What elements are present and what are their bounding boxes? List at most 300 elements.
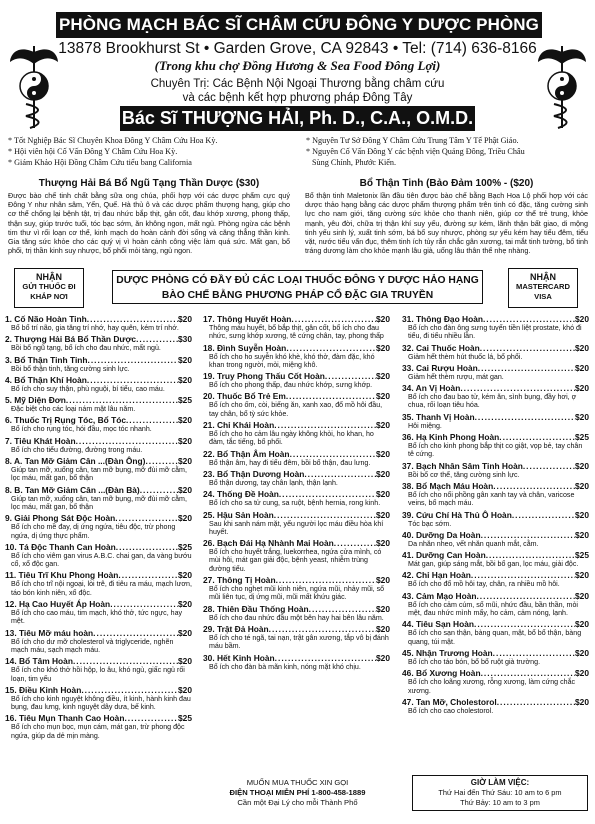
product-description: Bổ ích cho mụn bọc, mụn cám, mát gan, trừ phong độc ngứa, giúp da dẻ mịn màng. xyxy=(11,723,185,740)
product-description: Bổ ích cho té ngã, tai nạn, trật gân xương, tắp vô bị đánh máu bầm. xyxy=(209,633,389,651)
product-row xyxy=(5,355,192,365)
product-name: 7. Tiêu Khát Hoàn xyxy=(5,435,76,446)
order-footer xyxy=(206,778,389,808)
product-name: 32. Cai Thuốc Hoàn xyxy=(402,342,480,353)
credential-item: * Tốt Nghiệp Bác Sĩ Chuyên Khoa Đông Y Châm Cứu Hoa Kỳ. xyxy=(8,136,218,145)
product-item xyxy=(5,456,192,483)
dot-leader xyxy=(497,697,575,707)
product-item xyxy=(203,575,390,602)
dot-leader xyxy=(274,420,376,430)
product-description: Bồi bổ thận tinh, tăng cường sinh lực. xyxy=(11,364,130,373)
credentials-left xyxy=(8,135,288,168)
product-row xyxy=(5,485,192,495)
product-row xyxy=(203,371,390,381)
credential-item: * Hội viên hội Cố Vấn Đông Y Châm Cứu Hoa Kỳ. xyxy=(8,147,178,156)
product-name: 2. Thượng Hải Bá Bổ Thần Dược xyxy=(5,334,137,345)
product-row xyxy=(402,314,589,324)
product-name: 8. A. Tan Mỡ Giảm Cân ...(Đàn Ông) xyxy=(5,456,146,467)
product-description: Bổ thận âm, hay đi tiểu đêm, bồi bổ thận, đau lưng. xyxy=(209,458,371,467)
featured-right-text: Bổ thận tinh Maletonix lần đầu tiên được bào chế bằng Bạch Hoa Lộ phối hợp với các dược thảo hạng bằng các dược phẩm thượng phẩm trên tinh có đặc, tăng cường sinh lực cho nam giới, tăng cường sức khỏe cho thanh niên, giúp cơ thể trẻ trung, khỏe mạnh, yêu đời, chữa trị thận khí suy yếu, đường sự kém, lãnh thận bất giao, di mộng tinh yếu sinh lý, xuất tinh sớm, bá bổ suy nhược, phòng sự yếu kém hay tiểu đêm, tiểu vặt, nước tiểu vẩn đục, thêm tinh ích tủy rắn chắc gân xương, tai mắt tinh tường, bổ tinh tráng dương làm cho khỏe mạnh lâu già, uống lâu thân thể nhẹ nhàng. xyxy=(305,191,588,256)
product-price: $20 xyxy=(376,575,390,586)
product-item xyxy=(203,604,390,622)
dot-leader xyxy=(309,604,376,614)
product-description: Bổ ích cho táo bón, bổ bổ ruột già trường. xyxy=(408,657,541,666)
product-price: $20 xyxy=(575,314,589,324)
product-name: 43. Cảm Mạo Hoàn xyxy=(402,590,477,601)
doctor-name-banner: Bác Sĩ THƯỢNG HẢI, Ph. D., C.A., O.M.D. xyxy=(120,106,475,131)
dot-leader xyxy=(269,624,376,634)
dot-leader xyxy=(116,542,178,552)
dot-leader xyxy=(475,412,575,422)
product-item xyxy=(5,485,192,512)
product-row xyxy=(5,314,192,324)
product-item xyxy=(402,510,589,528)
product-description: Bổ ích cho rụng tóc, hói đầu, mọc tóc nhanh. xyxy=(11,425,152,434)
product-price: $20 xyxy=(575,696,589,707)
product-price: $20 xyxy=(376,448,390,459)
dot-leader xyxy=(460,383,575,393)
product-item xyxy=(203,624,390,651)
product-name: 44. Tiêu Sạn Hoàn xyxy=(402,619,474,630)
dot-leader xyxy=(279,489,376,499)
shipping-stamp xyxy=(14,268,84,308)
product-price: $20 xyxy=(575,342,589,353)
featured-right-title: Bổ Thận Tinh (Bảo Đảm 100% - ($20) xyxy=(359,178,534,189)
product-price: $20 xyxy=(376,342,390,353)
product-price: $30 xyxy=(178,334,192,345)
dot-leader xyxy=(523,461,575,471)
product-row xyxy=(402,481,589,491)
product-name: 29. Trật Đả Hoàn xyxy=(203,623,269,634)
product-description: Bổ ích cho kinh phong bắp thịt co giật, vọp bẻ, tay chân tê cứng. xyxy=(408,442,583,459)
dot-leader xyxy=(483,314,575,324)
product-row xyxy=(203,314,390,324)
product-description: Bổ thận dương, tay chân lạnh, thận lạnh. xyxy=(209,478,338,487)
product-name: 21. Chỉ Khái Hoàn xyxy=(203,420,275,431)
product-name: 14. Bổ Tâm Hoàn xyxy=(5,656,73,667)
stamp-line: KHẮP NƠI xyxy=(30,292,68,301)
product-name: 20. Thuốc Bổ Trẻ Em xyxy=(203,391,286,402)
product-description: Bổ ích cho dư mỡ cholesterol và triglyceride, nghẽn mạch máu, sạch mạch máu. xyxy=(11,637,174,654)
product-row xyxy=(203,469,390,479)
dot-leader xyxy=(512,510,575,520)
product-price: $20 xyxy=(376,391,390,402)
dot-leader xyxy=(93,628,178,638)
product-description: Bổ ích cho khó thở hồi hộp, lo âu, khó ngủ, giấc ngủ rối loạn, tim yếu xyxy=(11,666,185,683)
payment-stamp xyxy=(508,268,578,308)
product-name: 19. Truy Phong Thấu Cốt Hoàn xyxy=(203,371,325,382)
product-name: 24. Thống Đề Hoàn xyxy=(203,489,279,500)
dot-leader xyxy=(276,575,376,585)
product-description: Tóc bạc sớm. xyxy=(408,519,452,528)
product-row xyxy=(5,415,192,425)
product-description: Bổ ích cho đau bao tử, kém ăn, sình bụng, đầy hơi, ợ chua, rối loạn tiêu hóa. xyxy=(408,393,577,410)
product-row xyxy=(5,628,192,638)
product-item xyxy=(402,697,589,715)
product-item xyxy=(5,375,192,393)
dot-leader xyxy=(291,314,376,324)
product-description: Bổ ích cho phong thấp, đau nhức khớp, sưng khớp. xyxy=(209,381,373,390)
product-row xyxy=(402,697,589,707)
product-row xyxy=(402,510,589,520)
product-description: Bổ ích cho đàn ông sưng tuyến tiền liệt prostate, khó đi tiểu, đi tiểu nhiều lần. xyxy=(408,324,582,341)
product-description: Bổ ích cho huyết trắng, luekorrhea, ngứa cửa mình, có mùi hôi, mát gan giải độc, bệnh yeast, nhiễm trùng đường tiểu. xyxy=(209,548,382,573)
product-item xyxy=(402,412,589,430)
clinic-tagline: (Trong khu chợ Đồng Hương & Sea Food Đông Lợi) xyxy=(154,58,441,73)
product-row xyxy=(402,343,589,353)
product-description: Bổ ích cho cảm cúm, sổ mũi, nhức đầu, bần thần, mỏi mệt, đau nhức mình mẩy, ho cảm, cảm nóng, lạnh. xyxy=(408,600,578,618)
dot-leader xyxy=(110,599,178,609)
dot-leader xyxy=(145,456,178,466)
product-list-column-1 xyxy=(5,314,192,742)
product-description: Bổ ích cho đổ mồ hôi tay, chân, ra nhiều mồ hôi. xyxy=(408,580,560,589)
product-item xyxy=(5,415,192,433)
product-row xyxy=(5,570,192,580)
product-name: 5. Mỹ Diện Đơn xyxy=(5,395,66,406)
product-name: 3. Bổ Thận Tinh Tinh xyxy=(5,354,88,365)
product-description: Bổ ích cho cao máu, tim mạch, khó thở, tức ngực, hay mệt. xyxy=(11,609,183,626)
product-item xyxy=(402,481,589,508)
product-name: 47. Tan Mỡ, Cholestorol xyxy=(402,696,497,707)
hours-title: GIỜ LÀM VIỆC: xyxy=(470,778,530,787)
product-price: $20 xyxy=(575,529,589,540)
product-description: Bổ ích cho viêm gan virus A.B.C. chai gan, da vàng bướu cổ, xổ độc gan. xyxy=(11,551,192,569)
product-row xyxy=(402,432,589,442)
product-description: Sau khi sanh nám mặt, yếu người lọc máu điều hòa khí huyết. xyxy=(209,519,384,536)
product-row xyxy=(402,363,589,373)
product-item xyxy=(402,550,589,568)
clinic-specialty xyxy=(0,77,595,105)
product-price: $20 xyxy=(575,590,589,601)
product-price: $20 xyxy=(178,513,192,524)
product-item xyxy=(402,461,589,479)
product-item xyxy=(402,668,589,695)
product-description: Thông máu huyết, bổ bắp thịt, gân cốt, bổ ích cho đau nhức, sưng khớp xương, tê cứng chân, tay, phong thấp xyxy=(209,324,384,341)
stamp-line: NHẬN xyxy=(36,272,62,282)
product-name: 46. Bổ Xương Hoàn xyxy=(402,668,481,679)
product-item xyxy=(203,538,390,573)
dot-leader xyxy=(481,530,575,540)
product-list-column-3 xyxy=(402,314,589,717)
product-name: 18. Đình Suyễn Hoàn xyxy=(203,342,287,353)
product-description: Bổ ích cho kinh nguyệt không điều, ít kinh, hành kinh đau bụng, đau lưng, kinh nguyệt dây dưa, bế kinh. xyxy=(11,694,191,712)
product-item xyxy=(402,530,589,548)
product-item xyxy=(203,391,390,418)
product-price: $20 xyxy=(575,509,589,520)
dot-leader xyxy=(274,510,376,520)
credential-item: * Nguyên Cố Vấn Đông Y các bệnh viện Quảng Đông, Triều Châu xyxy=(306,147,525,156)
pharmacy-banner xyxy=(112,270,483,304)
product-item xyxy=(402,619,589,646)
dot-leader xyxy=(140,485,178,495)
footer-line-1: MUỐN MUA THUỐC XIN GỌI xyxy=(246,778,349,787)
product-description: Bồi bổ cơ thể, tăng cường sinh lực. xyxy=(408,470,520,479)
product-row xyxy=(402,619,589,629)
credential-item: * Nguyên Tư Sở Đông Y Châm Cứu Trung Tâm Y Tế Phật Giáo. xyxy=(306,136,519,145)
product-name: 30. Hết Kinh Hoàn xyxy=(203,652,275,663)
product-price: $20 xyxy=(575,460,589,471)
credentials-right xyxy=(306,135,588,168)
clinic-address: 13878 Brookhurst St • Garden Grove, CA 92843 • Tel: (714) 636-8166 xyxy=(58,40,537,57)
product-price: $20 xyxy=(376,420,390,431)
stamp-line: NHẬN xyxy=(530,272,556,282)
product-item xyxy=(5,628,192,655)
product-description: Bổ ích cho ốm, còi, biếng ăn, xanh xao, đổ mồ hôi đầu, tay chân, bổ tỳ sức khỏe. xyxy=(209,401,383,418)
product-row xyxy=(402,383,589,393)
product-name: 16. Tiêu Mụn Thanh Cao Hoàn xyxy=(5,713,125,724)
caduceus-yin-yang-emblem-right xyxy=(536,42,588,130)
product-description: Bổ ích cho sạn thận, bàng quan, mật, bổ bổ thận, bàng quang, túi mật. xyxy=(408,629,582,646)
product-item xyxy=(203,469,390,487)
dot-leader xyxy=(87,375,178,385)
product-price: $20 xyxy=(575,362,589,373)
dot-leader xyxy=(334,538,376,548)
product-description: Bổ ích cho nghẹt mũi kinh niên, ngứa mũi, nhảy mũi, sổ mũi liên tục, dị ứng mũi, mũi mất khứu giác. xyxy=(209,585,385,602)
product-name: 39. Cứu Chí Hà Thủ Ô Hoàn xyxy=(402,509,512,520)
product-price: $25 xyxy=(178,541,192,552)
product-item xyxy=(5,314,192,332)
product-description: Bổ ích cho tiểu đường, đường trong máu. xyxy=(11,445,143,454)
dot-leader xyxy=(66,395,178,405)
product-name: 33. Cai Rượu Hoàn xyxy=(402,362,478,373)
product-item xyxy=(5,542,192,569)
product-item xyxy=(203,653,390,671)
product-row xyxy=(203,653,390,663)
product-description: Bổ ích cho ho cảm lâu ngày không khỏi, ho khan, ho đàm, tắc tiếng, bổ phổi. xyxy=(209,430,374,447)
product-row xyxy=(5,542,192,552)
product-name: 17. Thông Huyết Hoàn xyxy=(203,314,292,324)
footer-phone: ĐIỆN THOẠI MIỄN PHÍ 1-800-458-1889 xyxy=(229,788,366,797)
product-row xyxy=(5,436,192,446)
product-row xyxy=(402,530,589,540)
product-description: Bổ ích cho đau nhức đầu một bên hay hai bên lâu năm. xyxy=(209,613,384,622)
product-name: 6. Thuốc Trị Rụng Tóc, Bổ Tóc xyxy=(5,415,126,426)
product-description: Hôi miệng. xyxy=(408,421,442,430)
product-price: $20 xyxy=(376,468,390,479)
product-row xyxy=(203,604,390,614)
product-item xyxy=(203,343,390,370)
product-item xyxy=(5,513,192,540)
product-item xyxy=(5,685,192,712)
product-price: $20 xyxy=(376,314,390,324)
dot-leader xyxy=(474,619,575,629)
product-price: $20 xyxy=(178,456,192,467)
clinic-title: PHÒNG MẠCH BÁC SĨ CHÂM CỨU ĐÔNG Y DƯỢC PHÒNG xyxy=(56,12,542,38)
product-item xyxy=(402,648,589,666)
product-item xyxy=(402,383,589,410)
dot-leader xyxy=(73,656,178,666)
product-price: $20 xyxy=(178,374,192,385)
product-price: $20 xyxy=(178,656,192,667)
product-row xyxy=(5,713,192,723)
product-description: Bổ ích cho đàn bà mãn kinh, nóng mặt khó chịu. xyxy=(209,662,361,671)
product-name: 41. Dưỡng Can Hoàn xyxy=(402,550,486,561)
product-item xyxy=(402,363,589,381)
product-name: 42. Chỉ Hạn Hoàn xyxy=(402,570,471,581)
product-name: 23. Bổ Thận Dương Hoàn xyxy=(203,468,305,479)
credential-item: * Giám Khảo Hội Đồng Châm Cứu tiểu bang California xyxy=(8,158,192,167)
product-row xyxy=(203,391,390,401)
product-item xyxy=(203,371,390,389)
dot-leader xyxy=(471,570,575,580)
product-name: 40. Dưỡng Da Hoàn xyxy=(402,529,481,540)
product-name: 15. Điều Kinh Hoàn xyxy=(5,684,82,695)
product-name: 1. Cố Não Hoàn Tinh xyxy=(5,314,87,324)
product-row xyxy=(5,685,192,695)
product-name: 13. Tiêu Mỡ máu hoàn xyxy=(5,627,94,638)
product-name: 26. Bạch Đái Hạ Nhành Mai Hoàn xyxy=(203,538,334,549)
product-row xyxy=(402,550,589,560)
product-item xyxy=(5,599,192,626)
product-price: $20 xyxy=(178,684,192,695)
product-price: $20 xyxy=(376,538,390,549)
product-item xyxy=(203,489,390,507)
product-price: $20 xyxy=(178,484,192,495)
product-row xyxy=(203,343,390,353)
product-description: Da nhăn nheo, vết nhăn quanh mắt, cằm. xyxy=(408,539,539,548)
product-price: $20 xyxy=(178,354,192,365)
product-price: $25 xyxy=(575,550,589,561)
dot-leader xyxy=(126,415,178,425)
specialty-line-2: và các bệnh kết hợp phương pháp Đông Tây xyxy=(182,92,413,104)
product-item xyxy=(5,713,192,740)
product-row xyxy=(5,395,192,405)
product-item xyxy=(203,314,390,341)
product-row xyxy=(203,575,390,585)
product-price: $20 xyxy=(376,623,390,634)
product-name: 12. Hạ Cao Huyết Áp Hoàn xyxy=(5,599,111,610)
banner-line-1: DƯỢC PHÒNG CÓ ĐẦY ĐỦ CÁC LOẠI THUỐC ĐÔNG Y DƯỢC HẢO HẠNG xyxy=(116,275,479,286)
product-price: $20 xyxy=(178,599,192,610)
product-item xyxy=(5,436,192,454)
product-name: 37. Bạch Nhân Sâm Tinh Hoàn xyxy=(402,460,523,471)
dot-leader xyxy=(115,513,178,523)
product-price: $25 xyxy=(575,432,589,443)
dot-leader xyxy=(476,591,575,601)
caduceus-yin-yang-emblem-left xyxy=(8,42,60,130)
product-row xyxy=(5,513,192,523)
product-item xyxy=(402,343,589,361)
dot-leader xyxy=(480,343,575,353)
product-price: $20 xyxy=(376,603,390,614)
product-description: Bồi bổ ngũ tạng, bổ ích cho đau nhức, mất ngủ. xyxy=(11,344,161,353)
product-item xyxy=(5,334,192,352)
product-row xyxy=(402,461,589,471)
product-item xyxy=(5,355,192,373)
product-row xyxy=(203,538,390,548)
product-description: Bổ ích cho suy thận, phù nguội, bí tiểu, cao máu. xyxy=(11,384,165,393)
product-item xyxy=(402,314,589,341)
product-description: Mát gan, giúp sáng mắt, bồi bổ gan, lọc máu, giải độc. xyxy=(408,560,579,569)
product-item xyxy=(402,432,589,459)
business-hours-box xyxy=(412,775,588,811)
product-row xyxy=(402,412,589,422)
dot-leader xyxy=(124,713,178,723)
product-price: $20 xyxy=(575,570,589,581)
product-price: $20 xyxy=(376,489,390,500)
dot-leader xyxy=(493,481,575,491)
product-row xyxy=(5,334,192,344)
product-price: $20 xyxy=(178,415,192,426)
dot-leader xyxy=(499,432,575,442)
dot-leader xyxy=(286,391,376,401)
product-name: 35. Thanh Vị Hoàn xyxy=(402,411,475,422)
stamp-line: VISA xyxy=(534,292,552,301)
product-name: 8. B. Tan Mỡ Giảm Cân ...(Đàn Bà) xyxy=(5,484,140,495)
product-description: Giảm hết thèm hút thuốc lá, bổ phổi. xyxy=(408,352,523,361)
product-name: 11. Tiêu Trĩ Khu Phong Hoàn xyxy=(5,570,119,581)
product-name: 25. Hậu Sản Hoàn xyxy=(203,509,274,520)
product-price: $20 xyxy=(575,411,589,422)
product-name: 4. Bổ Thận Khí Hoàn xyxy=(5,374,87,385)
dot-leader xyxy=(325,371,376,381)
product-description: Giảm hết thèm rượu, mát gan. xyxy=(408,372,504,381)
dot-leader xyxy=(493,648,575,658)
product-list-column-2 xyxy=(203,314,390,673)
hours-saturday: Thứ Bảy: 10 am to 3 pm xyxy=(460,798,540,807)
dot-leader xyxy=(88,355,179,365)
product-price: $25 xyxy=(178,713,192,724)
product-price: $20 xyxy=(178,435,192,446)
dot-leader xyxy=(275,653,376,663)
product-price: $20 xyxy=(178,314,192,324)
product-item xyxy=(402,591,589,618)
product-description: Bổ ích cho mề đay, dị ứng ngứa, tiêu độc, trừ phong ngứa, dị ứng thực phẩm. xyxy=(11,523,176,540)
featured-left-text: Được bào chế tinh chất bằng sữa ong chúa, phối hợp với các dược phẩm cực quý Đông Y như nhân sâm, Yến, Quế. Hà thủ ô và các dược phẩm thượng hạng, giúp cho cơ thể chống lại bệnh tật, trị đau nhức bắp thịt, gân cốt, đau khớp xương, phong thấp, thận suy, giúp trước tuổi, tóc bạc sớm, ăn không ngon, mất ngủ. Phòng ngừa các bệnh tim thư vì rối loạn cơ thể, kinh mạch do hoàn cảnh đời sống và căng thẳng thần kinh. Gia tăng sức khỏe cho các quý vị vì hoàn cảnh công việc làm quá sức. Mất gan, bổ phổi, trị thần kinh suy nhược, bổ phổi mỏi tàng, ngủ ngon. xyxy=(8,191,290,256)
product-item xyxy=(203,420,390,447)
product-price: $20 xyxy=(376,652,390,663)
product-price: $20 xyxy=(575,383,589,394)
product-price: $20 xyxy=(575,647,589,658)
product-row xyxy=(402,570,589,580)
product-price: $20 xyxy=(575,668,589,679)
dot-leader xyxy=(76,436,178,446)
product-price: $20 xyxy=(575,480,589,491)
product-name: 10. Tá Độc Thanh Can Hoàn xyxy=(5,541,116,552)
product-description: Bổ bổ trí não, gia tăng trí nhớ, hay quên, kém trí nhớ. xyxy=(11,324,179,332)
product-description: Giúp tan mỡ, xuống cân, tan mỡ bụng, mỡ đùi mỡ cằm, lọc máu, mất gan, bổ thận xyxy=(11,466,187,483)
dot-leader xyxy=(286,343,376,353)
product-name: 36. Hạ Kinh Phong Hoàn xyxy=(402,432,500,443)
product-name: 27. Thông Tị Hoàn xyxy=(203,575,276,586)
dot-leader xyxy=(118,570,178,580)
credential-item: Sùng Chính, Phước Kiến. xyxy=(312,158,397,167)
product-item xyxy=(402,570,589,588)
product-row xyxy=(402,668,589,678)
product-item xyxy=(5,395,192,413)
product-item xyxy=(203,449,390,467)
product-price: $20 xyxy=(376,509,390,520)
dot-leader xyxy=(81,685,178,695)
product-price: $20 xyxy=(178,570,192,581)
product-description: Bổ ích cho ho suyễn khó khè, khó thở, đàm đặc, khó khan trong người, mỏi, miệng khô. xyxy=(209,352,375,369)
product-description: Bổ ích cho trĩ nội ngoại, lòi trê, đi tiêu ra máu, mạch lươn, táo bón kinh niên, xổ độc. xyxy=(11,580,192,597)
footer-line-3: Cần một Đại Lý cho mỗi Thành Phố xyxy=(237,798,358,807)
product-description: Bổ ích cho sa tử cung, sa ruột, bệnh hernia, rong kinh. xyxy=(209,499,381,508)
product-description: Bổ ích cho cao cholestorol. xyxy=(408,706,494,715)
banner-line-2: BÀO CHẾ BẰNG PHƯƠNG PHÁP CỔ ĐẶC GIA TRUYỀN xyxy=(161,290,434,301)
product-item xyxy=(203,510,390,537)
dot-leader xyxy=(486,550,575,560)
dot-leader xyxy=(87,314,178,324)
product-row xyxy=(203,510,390,520)
specialty-line-1: Chuyên Trị: Các Bệnh Nội Ngoại Thương bằng châm cứu xyxy=(150,78,445,90)
product-row xyxy=(203,624,390,634)
product-description: Giúp tan mỡ, xuống cân, tan mỡ bụng, mỡ đùi mỡ cằm, lọc máu, mất gan, bổ thận xyxy=(11,494,187,511)
dot-leader xyxy=(290,449,376,459)
product-row xyxy=(5,656,192,666)
product-name: 38. Bổ Mạch Máu Hoàn xyxy=(402,480,494,491)
